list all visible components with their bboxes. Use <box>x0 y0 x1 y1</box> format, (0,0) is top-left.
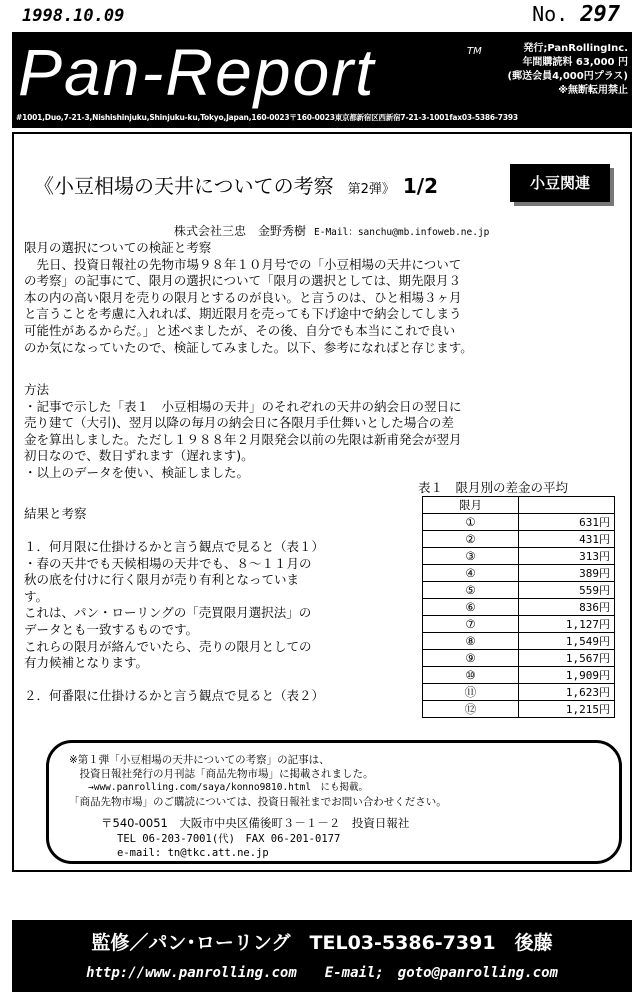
month-cell: ⑧ <box>423 633 519 650</box>
notice-box <box>46 740 622 864</box>
value-cell: 1,549円 <box>519 633 615 650</box>
trademark-mark: TM <box>467 46 482 57</box>
method-line: 金を算出しました。ただし１９８８年２月限発会以前の先限は新甫発会が翌月 <box>24 431 462 447</box>
intro-line: の考察」の記事にて、限月の選択について「限月の選択としては、期先限月３ <box>24 273 462 289</box>
results-heading: 結果と考察 <box>24 506 87 521</box>
results-line-2: ２．何番限に仕掛けるかと言う観点で見ると（表２） <box>24 688 325 703</box>
table-row <box>423 701 615 718</box>
table-row <box>423 616 615 633</box>
method-line: ・記事で示した「表１ 小豆相場の天井」のそれぞれの天井の納会日の翌日に <box>24 398 462 414</box>
table-row <box>423 650 615 667</box>
value-cell: 631円 <box>519 514 615 531</box>
intro-line: と言うことを考慮に入れれば、期近限月を売っても下げ途中で納会してしまう <box>24 306 462 322</box>
month-cell: ⑦ <box>423 616 519 633</box>
month-cell: ⑤ <box>423 582 519 599</box>
subscription-fee: 年間購読料 63,000 円 <box>522 57 628 68</box>
postal-fee: (郵送会員4,000円プラス) <box>507 71 628 82</box>
no-reprint-notice: ※無断転用禁止 <box>558 85 628 96</box>
issue-number-value: 297 <box>580 2 620 27</box>
value-cell: 313円 <box>519 548 615 565</box>
issue-date: 1998.10.09 <box>22 6 125 26</box>
value-cell: 1,909円 <box>519 667 615 684</box>
month-cell: ⑩ <box>423 667 519 684</box>
publisher-info <box>482 42 628 98</box>
masthead <box>12 32 632 128</box>
table-row <box>423 684 615 701</box>
table-caption: 表１ 限月別の差金の平均 <box>418 480 569 495</box>
month-average-table <box>422 496 615 718</box>
results-line: 秋の底を付けに行く限月が売り有利となっていま <box>24 572 300 588</box>
value-cell: 1,127円 <box>519 616 615 633</box>
method-line: 売り建て（大引)、翌月以降の毎月の納会日に各限月手仕舞いとした場合の差 <box>24 415 454 431</box>
intro-line: のか気になっていたので、検証してみました。以下、参考になればと存じます。 <box>24 339 473 355</box>
table-row <box>423 548 615 565</box>
results-line: データとも一致するものです。 <box>24 622 199 637</box>
table-row <box>423 599 615 616</box>
table-row <box>423 582 615 599</box>
results-line: 有力候補となります。 <box>24 655 149 671</box>
month-cell: ④ <box>423 565 519 582</box>
value-cell: 389円 <box>519 565 615 582</box>
notice-link[interactable]: →www.panrolling.com/saya/konno9810.html にも掲載。 <box>69 782 369 793</box>
results-line: す。 <box>24 588 49 604</box>
notice-line: 投資日報社発行の月刊誌「商品先物市場」に掲載されました。 <box>69 768 374 780</box>
intro-line: 限月の選択についての検証と考察 <box>24 240 212 255</box>
author-name: 株式会社三忠 金野秀樹 <box>174 224 307 238</box>
notice-line: ※第１弾「小豆相場の天井についての考察」の記事は、 <box>69 754 330 766</box>
table-row <box>423 633 615 650</box>
author-email: E-Mail：sanchu@mb.infoweb.ne.jp <box>314 227 490 238</box>
table-header-blank <box>519 497 615 514</box>
contact-phone: TEL 06-203-7001(代) FAX 06-201-0177 <box>117 833 341 845</box>
value-cell: 1,623円 <box>519 684 615 701</box>
contact-email[interactable]: e-mail: tn@tkc.att.ne.jp <box>117 847 269 859</box>
month-cell: ⑥ <box>423 599 519 616</box>
value-cell: 559円 <box>519 582 615 599</box>
category-tag: 小豆関連 <box>510 164 610 202</box>
value-cell: 431円 <box>519 531 615 548</box>
issue-number <box>532 2 620 27</box>
footer-links[interactable]: http://www.panrolling.com E-mail; goto@panrolling.com <box>86 965 558 981</box>
table-row <box>423 565 615 582</box>
table-row <box>423 531 615 548</box>
footer-supervision: 監修／パン･ローリング TEL03-5386-7391 後藤 <box>91 932 553 954</box>
value-cell: 1,567円 <box>519 650 615 667</box>
footer-band <box>12 920 632 992</box>
month-cell: ⑪ <box>423 684 519 701</box>
month-cell: ⑨ <box>423 650 519 667</box>
article-title-main: 《小豆相場の天井についての考察 <box>34 174 334 198</box>
method-line: ・以上のデータを使い、検証しました。 <box>24 465 250 480</box>
results-line: ・春の天井でも天候相場の天井でも、８～１１月の <box>24 555 312 571</box>
table-row <box>423 667 615 684</box>
article-part: 1/2 <box>402 174 439 198</box>
intro-line: 先日、投資日報社の先物市場９８年１０月号での「小豆相場の天井について <box>24 256 462 272</box>
publisher-address: #1001,Duo,7-21-3,Nishishinjuku,Shinjuku-ku,Tokyo,Japan,160-0023〒160-0023東京都新宿区西新宿7-21-3-1001fax03-5386-7393 <box>16 113 518 122</box>
masthead-logo: Pan-Report <box>18 35 376 109</box>
issue-number-label: No. <box>532 2 569 26</box>
results-line: これは、パン・ローリングの「売買限月選択法」の <box>24 605 312 621</box>
notice-line: 「商品先物市場」のご購読については、投資日報社までお問い合わせください。 <box>69 796 447 808</box>
contact-address: 〒540-0051 大阪市中央区備後町３－１－２ 投資日報社 <box>101 816 410 830</box>
article-title <box>34 170 438 199</box>
intro-line: 本の内の高い限月を売りの限月とするのが良い。と言うのは、ひと相場３ヶ月 <box>24 289 462 305</box>
intro-line: 可能性があるからだ。」と述べましたが、その後、自分でも本当にこれで良い <box>24 323 456 338</box>
results-line: これらの限月が絡んでいたら、売りの限月としての <box>24 638 312 654</box>
month-cell: ⑫ <box>423 701 519 718</box>
table-row <box>423 514 615 531</box>
table-header-row <box>423 497 615 514</box>
value-cell: 836円 <box>519 599 615 616</box>
month-cell: ③ <box>423 548 519 565</box>
month-cell: ① <box>423 514 519 531</box>
month-cell: ② <box>423 531 519 548</box>
article-frame <box>12 132 632 872</box>
method-line: 方法 <box>24 382 50 397</box>
value-cell: 1,215円 <box>519 701 615 718</box>
article-subtitle: 第2弾》 <box>347 182 395 197</box>
method-line: 初日なので、数日ずれます（遅れます)。 <box>24 448 254 464</box>
publisher-name: 発行;PanRollingInc. <box>523 43 628 54</box>
article-author <box>174 222 489 239</box>
table-header-month: 限月 <box>423 497 519 514</box>
results-line: １．何月限に仕掛けるかと言う観点で見ると（表１） <box>24 539 325 554</box>
